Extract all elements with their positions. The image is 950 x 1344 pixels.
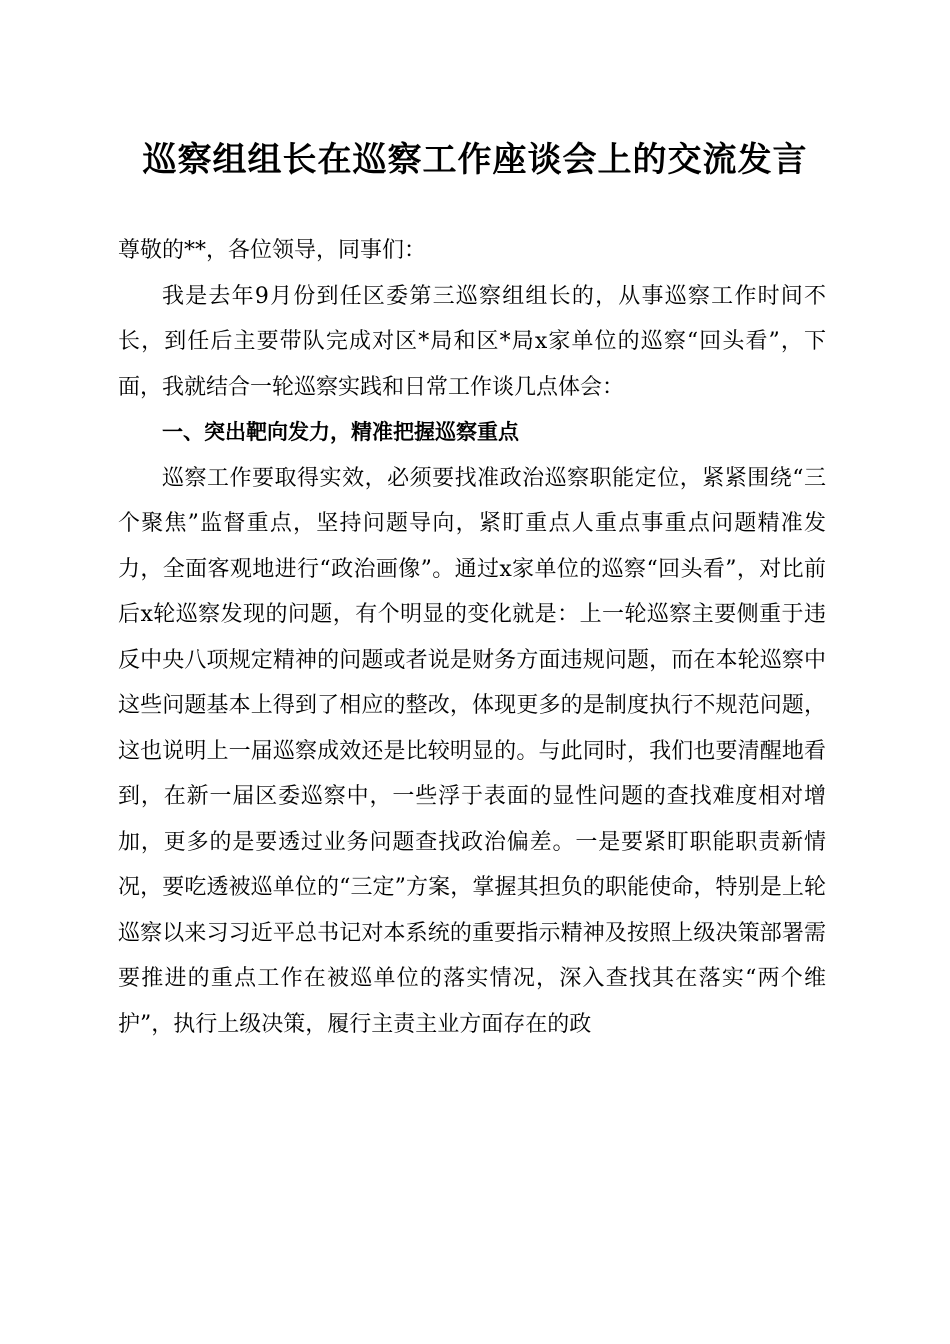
document-body bbox=[118, 228, 826, 1047]
section-paragraph: 巡察工作要取得实效，必须要找准政治巡察职能定位，紧紧围绕“三个聚焦”监督重点，坚持问题导向，紧盯重点人重点事重点问题精准发力，全面客观地进行“政治画像”。通过x家单位的巡察“回头看”，对比前后x轮巡察发现的问题，有个明显的变化就是：上一轮巡察主要侧重于违反中央八项规定精神的问题或者说是财务方面违规问题，而在本轮巡察中这些问题基本上得到了相应的整改，体现更多的是制度执行不规范问题，这也说明上一届巡察成效还是比较明显的。与此同时，我们也要清醒地看到，在新一届区委巡察中，一些浮于表面的显性问题的查找难度相对增加，更多的是要透过业务问题查找政治偏差。一是要紧盯职能职责新情况，要吃透被巡单位的“三定”方案，掌握其担负的职能使命，特别是上轮巡察以来习习近平总书记对本系统的重要指示精神及按照上级决策部署需要推进的重点工作在被巡单位的落实情况，深入查找其在落实“两个维护”，执行上级决策，履行主责主业方面存在的政 bbox=[118, 465, 826, 1037]
section-heading: 一、突出靶向发力，精准把握巡察重点 bbox=[162, 420, 519, 444]
document-title: 巡察组组长在巡察工作座谈会上的交流发言 bbox=[142, 140, 808, 180]
salutation: 尊敬的**，各位领导，同事们： bbox=[118, 238, 427, 263]
intro-paragraph: 我是去年9月份到任区委第三巡察组组长的，从事巡察工作时间不长，到任后主要带队完成对区*局和区*局x家单位的巡察“回头看”，下面，我就结合一轮巡察实践和日常工作谈几点体会： bbox=[118, 283, 826, 400]
